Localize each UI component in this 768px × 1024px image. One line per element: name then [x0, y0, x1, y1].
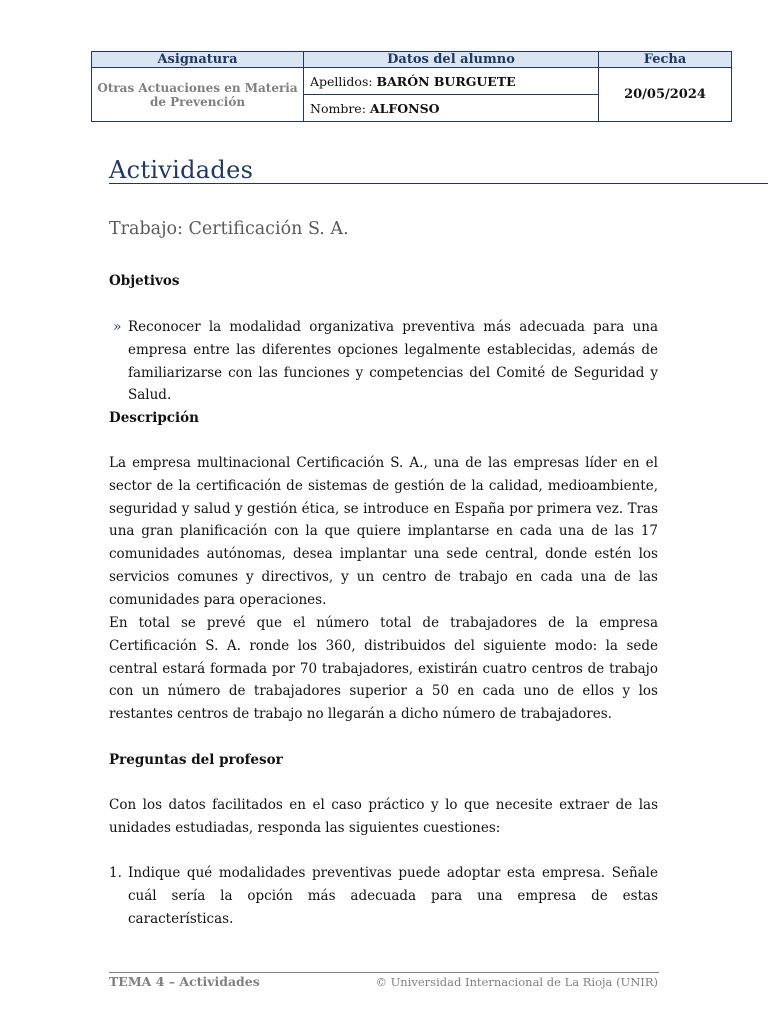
page-subtitle: Trabajo: Certificación S. A.	[109, 219, 349, 239]
surname-cell	[304, 68, 599, 95]
description-paragraph-2: En total se prevé que el número total de trabajadores de la empresa Certificación S. A. ronde los 360, distribuidos del siguiente modo: la sede central estará formada por 70 trabajadores, existirán cuatro centros de trabajo con un número de trabajadores superior a 50 en cada uno de ellos y los restantes centros de trabajo no llegarán a dicho número de trabajadores.	[109, 615, 658, 723]
title-rule	[109, 183, 768, 184]
date-value: 20/05/2024	[599, 68, 732, 122]
chevron-bullet-icon: »	[113, 319, 122, 335]
objectives-heading: Objetivos	[109, 273, 180, 289]
footer-rule	[109, 972, 659, 973]
subject-value: Otras Actuaciones en Materia de Prevención	[92, 68, 304, 122]
question-item	[109, 862, 658, 930]
surname-label: Apellidos:	[310, 73, 377, 89]
header-table	[91, 51, 732, 122]
description-heading: Descripción	[109, 410, 199, 426]
question-number: 1.	[109, 865, 122, 881]
question-text: Indique qué modalidades preventivas puede adoptar esta empresa. Señale cuál sería la opción más adecuada para una empresa de estas características.	[128, 865, 658, 927]
description-paragraph-1: La empresa multinacional Certificación S. A., una de las empresas líder en el sector de la certificación de sistemas de gestión de la calidad, medioambiente, seguridad y salud y gestión ética, se introduce en España por primera vez. Tras una gran planificación con la que quiere implantarse en cada una de las 17 comunidades autónomas, desea implantar una sede central, donde estén los servicios comunes y directivos, y un centro de trabajo en cada una de las comunidades para operaciones.	[109, 455, 658, 608]
surname-value: BARÓN BURGUETE	[376, 73, 516, 89]
name-value: ALFONSO	[369, 100, 440, 116]
header-col-student: Datos del alumno	[304, 52, 599, 68]
questions-heading: Preguntas del profesor	[109, 752, 283, 768]
footer-copyright: © Universidad Internacional de La Rioja (UNIR)	[375, 975, 658, 989]
header-col-date: Fecha	[599, 52, 732, 68]
name-label: Nombre:	[310, 100, 370, 116]
name-cell	[304, 95, 599, 122]
questions-intro: Con los datos facilitados en el caso práctico y lo que necesite extraer de las unidades estudiadas, responda las siguientes cuestiones:	[109, 797, 658, 836]
header-col-subject: Asignatura	[92, 52, 304, 68]
objectives-list-item	[109, 316, 658, 407]
objectives-item-text: Reconocer la modalidad organizativa preventiva más adecuada para una empresa entre las diferentes opciones legalmente establecidas, además de familiarizarse con las funciones y competencias del Comité de Seguridad y Salud.	[128, 319, 658, 404]
page-title: Actividades	[109, 156, 254, 184]
footer-topic: TEMA 4 – Actividades	[109, 974, 260, 989]
